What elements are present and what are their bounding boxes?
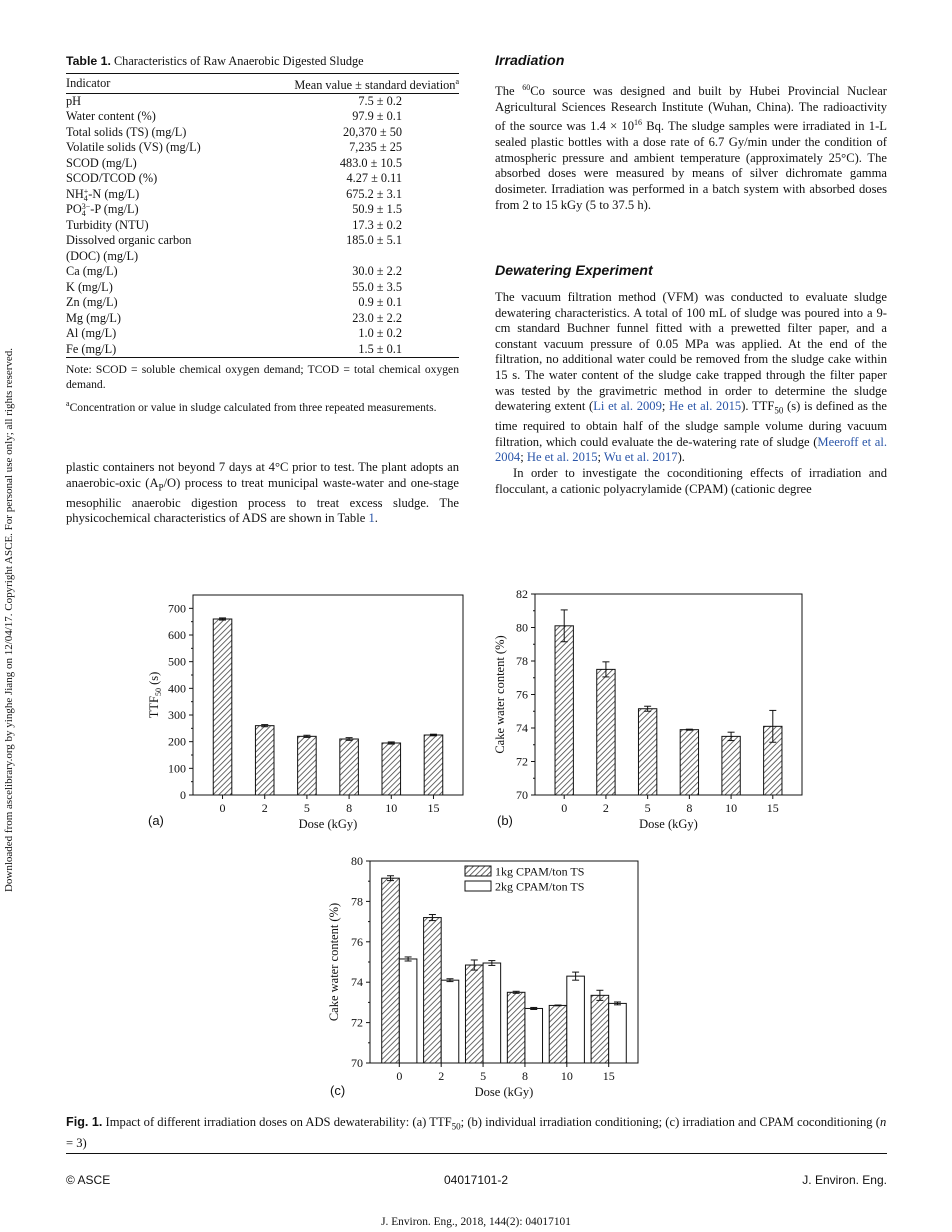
x-tick-label: 2 [602, 801, 609, 815]
x-tick-label: 0 [561, 801, 568, 815]
bar [555, 626, 573, 795]
y-tick-label: 70 [351, 1056, 363, 1070]
x-tick-label: 10 [725, 801, 738, 815]
chart-a-ttf50 [140, 590, 480, 840]
y-tick-label: 500 [168, 654, 186, 669]
cell-value: 23.0 ± 2.2 [352, 310, 402, 325]
cell-value: 55.0 ± 3.5 [352, 279, 402, 294]
header-value: Mean value ± standard deviation$^a$ [294, 76, 459, 92]
citation-line: J. Environ. Eng., 2018, 144(2): 04017101 [381, 1216, 571, 1228]
table-row [66, 187, 459, 203]
x-tick-label: 10 [385, 801, 398, 815]
panel-label-b: (b) [497, 813, 513, 828]
y-axis-label: $TTF_{50}$ (s) [147, 671, 163, 719]
bar [441, 980, 459, 1063]
x-tick-label: 10 [560, 1069, 573, 1083]
y-tick-label: 700 [168, 601, 186, 616]
y-tick-label: 72 [351, 1015, 363, 1030]
y-axis-label: Cake water content (%) [493, 635, 507, 754]
x-tick-label: 0 [396, 1069, 403, 1083]
table-ref-link[interactable]: 1 [368, 511, 375, 526]
table-row [66, 171, 459, 187]
y-tick-label: 400 [168, 681, 186, 696]
ref-link[interactable]: Wu et al. 2017 [603, 450, 678, 465]
characteristics-table [66, 73, 459, 359]
cell-value: 17.3 ± 0.2 [352, 217, 402, 232]
table-row [66, 280, 459, 296]
cell-value: 185.0 ± 5.1 [346, 233, 402, 248]
bar [525, 1008, 543, 1063]
irradiation-paragraph: The $^{60}$Co source was designed and built by Hubei Provincial Nuclear Agricultural Sciences Research Institute (Wuhan, China). The radioactivity of the source was $1.4 \times 10^{16}$ Bq. The sludge samples were irradiated in 1-L sealed plastic bottles with a dose rate of 6.7 Gy/min under the condition of atmospheric pressure and ambient temperature (approximately 25°C). The absorbed doses were measured by means of silver dichromate gamma dosimeter. Irradiation was performed in a batch system with absorbed doses from 2 to 15 kGy (5 to 37.5 h). [495, 83, 887, 212]
cell-indicator: (DOC) (mg/L) [66, 248, 139, 263]
cell-value: 483.0 ± 10.5 [339, 155, 402, 170]
y-tick-label: 78 [351, 894, 363, 909]
x-tick-label: 0 [219, 801, 226, 815]
table-row [66, 249, 459, 265]
table-row [66, 295, 459, 311]
download-side-note: Downloaded from ascelibrary.org by yinghe Jiang on 12/04/17. Copyright ASCE. For personal use only; all rights reserved. [3, 347, 16, 893]
table-note: Note: SCOD = soluble chemical oxygen demand; TCOD = total chemical oxygen demand. [66, 363, 459, 392]
cell-indicator: K (mg/L) [66, 279, 113, 294]
cell-value: 1.0 ± 0.2 [358, 326, 402, 341]
cell-indicator: SCOD (mg/L) [66, 155, 137, 170]
footer-article-number: 04017101-2 [443, 1173, 509, 1187]
x-tick-label: 5 [480, 1069, 487, 1083]
cell-indicator: SCOD/TCOD (%) [66, 171, 158, 186]
bar [424, 735, 443, 795]
table-row [66, 264, 459, 280]
section-heading-dewatering: Dewatering Experiment [495, 263, 653, 279]
cell-value: 20,370 ± 50 [342, 124, 402, 139]
cell-indicator: Ca (mg/L) [66, 264, 118, 279]
table-1 [66, 54, 459, 415]
cell-indicator: Al (mg/L) [66, 326, 117, 341]
x-tick-label: 5 [644, 801, 651, 815]
legend-swatch [465, 881, 491, 891]
y-tick-label: 76 [516, 687, 528, 702]
bar [465, 965, 483, 1063]
y-tick-label: 76 [351, 934, 363, 949]
cell-indicator: NH + 4 -N (mg/L) [66, 186, 140, 203]
bar [549, 1005, 567, 1063]
cell-value: 97.9 ± 0.1 [352, 109, 402, 124]
bar [597, 669, 615, 795]
table-row [66, 156, 459, 172]
chart-b-water-content [490, 588, 820, 838]
cell-value: 4.27 ± 0.11 [346, 171, 402, 186]
x-tick-label: 8 [521, 1069, 528, 1083]
cell-indicator: Water content (%) [66, 109, 156, 124]
bar [382, 743, 401, 795]
coconditioning-paragraph: In order to investigate the coconditioning effects of irradiation and flocculant, a cationic polyacrylamide (CPAM) (cationic degree [495, 466, 887, 496]
chart-c-coconditioning [322, 853, 652, 1103]
legend-label: 2kg CPAM/ton TS [495, 879, 585, 894]
cell-value: 675.2 ± 3.1 [346, 186, 402, 201]
y-tick-label: 74 [516, 721, 528, 735]
cell-value [243, 249, 459, 265]
x-axis-label: Dose (kGy) [298, 817, 358, 831]
x-tick-label: 15 [602, 1069, 615, 1083]
cell-indicator: Turbidity (NTU) [66, 217, 149, 232]
bar [213, 619, 232, 795]
y-tick-label: 78 [516, 654, 528, 668]
bar [507, 992, 525, 1063]
section-heading-irradiation: Irradiation [495, 53, 565, 69]
table-row [66, 202, 459, 218]
x-tick-label: 2 [261, 801, 268, 815]
bar [298, 736, 317, 795]
figure-caption: Fig. 1. Impact of different irradiation doses on ADS dewaterability: (a) $TTF_{50}$; (b) individual irradiation conditioning; (c) irradiation and CPAM coconditioning (n = 3) [66, 1115, 887, 1150]
bar [638, 709, 656, 795]
y-tick-label: 74 [351, 975, 363, 990]
footer-divider [66, 1153, 887, 1154]
table-row [66, 93, 459, 109]
legend-label: 1kg CPAM/ton TS [495, 864, 585, 879]
table-header-row [66, 73, 459, 93]
x-tick-label: 15 [766, 801, 779, 815]
table-row [66, 109, 459, 125]
cell-value: 30.0 ± 2.2 [352, 264, 402, 279]
cell-indicator: Dissolved organic carbon [66, 233, 192, 248]
y-tick-label: 82 [516, 588, 528, 601]
bar [399, 959, 417, 1063]
cell-value: 0.9 ± 0.1 [358, 295, 402, 310]
cell-value: 50.9 ± 1.5 [352, 202, 402, 217]
y-axis-label: Cake water content (%) [327, 902, 341, 1022]
y-tick-label: 0 [180, 788, 186, 802]
cell-value: 7,235 ± 25 [349, 140, 402, 155]
y-tick-label: 600 [168, 628, 186, 642]
table-title: Characteristics of Raw Anaerobic Digested Sludge [113, 54, 364, 68]
y-tick-label: 70 [516, 788, 528, 802]
footer-journal: J. Environ. Eng. [802, 1173, 887, 1187]
table-row [66, 233, 459, 249]
table-row [66, 125, 459, 141]
bar [255, 726, 274, 795]
x-axis-label: Dose (kGy) [639, 817, 698, 831]
x-axis-label: Dose (kGy) [474, 1085, 534, 1099]
cell-value: 1.5 ± 0.1 [358, 341, 402, 356]
y-tick-label: 200 [168, 734, 186, 749]
figure-label: Fig. 1. [66, 1115, 103, 1129]
bar [722, 736, 740, 795]
y-tick-label: 100 [168, 761, 186, 776]
x-tick-label: 5 [303, 801, 310, 815]
cell-indicator: Mg (mg/L) [66, 310, 121, 325]
bar [424, 918, 442, 1063]
plot-frame [535, 594, 802, 795]
table-row [66, 140, 459, 156]
x-tick-label: 15 [427, 801, 440, 815]
x-tick-label: 2 [438, 1069, 445, 1083]
cell-indicator: Fe (mg/L) [66, 341, 117, 356]
panel-label-a: (a) [148, 813, 164, 828]
bar [483, 963, 501, 1063]
cell-value: 7.5 ± 0.2 [358, 93, 402, 108]
bar [567, 976, 585, 1063]
bar [609, 1003, 627, 1063]
bar [382, 878, 400, 1063]
legend-swatch [465, 866, 491, 876]
header-indicator: Indicator [66, 75, 111, 90]
bar [340, 739, 359, 795]
cell-indicator: Total solids (TS) (mg/L) [66, 124, 187, 139]
ref-link[interactable]: He et al. 2015 [669, 399, 742, 414]
footer-copyright: © ASCE [66, 1173, 111, 1187]
ref-link[interactable]: He et al. 2015 [526, 450, 598, 465]
dewatering-paragraph: The vacuum filtration method (VFM) was conducted to evaluate sludge dewatering characteristics. A total of 100 mL of sludge was poured into a 9-cm standard Buchner funnel fitted with a prewetted filter paper, and a constant vacuum pressure of 0.05 MPa was applied. At the end of the filtration, no additional water could be removed from the sludge cake within 15 s. The water content of the sludge cake trapped through the filter paper was tested by the gravimetric method in order to determine the sludge dewatering extent (Li et al. 2009; He et al. 2015). $TTF_{50}$ (s) is defined as the time required to obtain half of the sludge sample volume during vacuum filtration, which could evaluate the de-watering rate of sludge (Meeroff et al. 2004; He et al. 2015; Wu et al. 2017). In order to investigate the coconditioning effects of irradiation and flocculant, a cationic polyacrylamide (CPAM) (cationic degree [495, 290, 887, 496]
ref-link[interactable]: Li et al. 2009 [593, 399, 662, 414]
table-row [66, 342, 459, 358]
y-tick-label: 72 [516, 754, 528, 769]
x-tick-label: 8 [346, 801, 353, 815]
table-row [66, 218, 459, 234]
body-paragraph-left: plastic containers not beyond 7 days at 4°C prior to test. The plant adopts an anaerobic-oxic $(A_P/O)$ process to treat municipal waste-water and one-stage mesophilic anaerobic digestion process to treat excess sludge. The physicochemical characteristics of ADS are shown in Table 1. [66, 460, 459, 526]
table-caption [66, 54, 459, 70]
plot-frame [193, 595, 463, 795]
table-row [66, 311, 459, 327]
cell-indicator: Zn (mg/L) [66, 295, 118, 310]
x-tick-label: 8 [686, 801, 693, 815]
table-label: Table 1. [66, 54, 111, 68]
ref-link[interactable]: Meeroff et al. 2004 [495, 434, 887, 465]
bar [680, 730, 698, 795]
table-footnote: $^a$Concentration or value in sludge calculated from three repeated measurements. [66, 399, 437, 415]
table-row [66, 326, 459, 342]
cell-indicator: Volatile solids (VS) (mg/L) [66, 140, 201, 155]
y-tick-label: 80 [351, 854, 363, 868]
bar [591, 995, 609, 1063]
panel-label-c: (c) [330, 1083, 346, 1098]
y-tick-label: 80 [516, 620, 528, 635]
cell-indicator: PO 3− 4 -P (mg/L) [66, 202, 139, 219]
y-tick-label: 300 [168, 708, 186, 722]
cell-indicator: pH [66, 93, 82, 108]
